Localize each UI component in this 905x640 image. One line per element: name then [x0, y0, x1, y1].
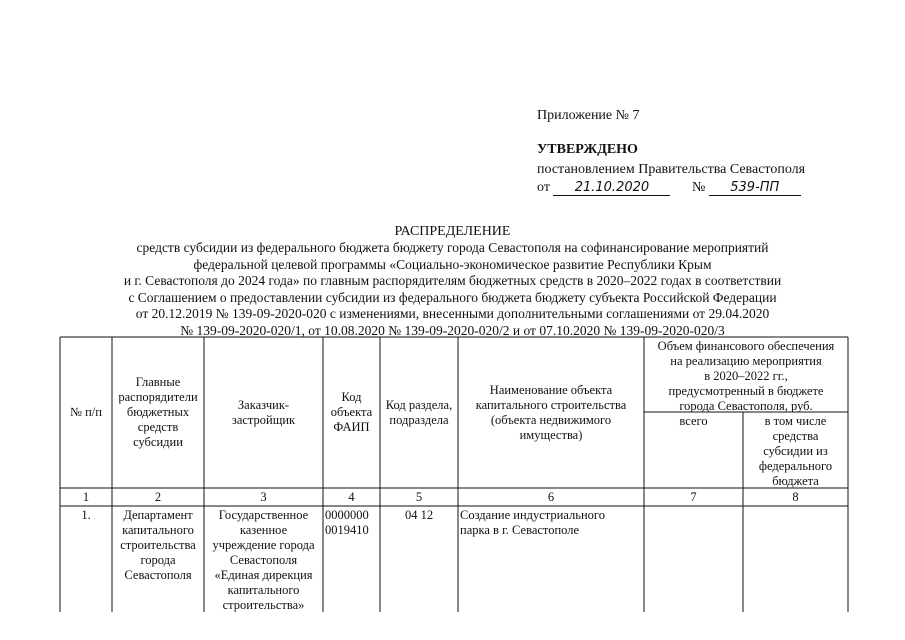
header-distributors-line: средств: [137, 420, 179, 434]
column-number: [646, 490, 741, 505]
header-finance-line: Объем финансового обеспечения: [657, 339, 835, 353]
column-number-line: 5: [415, 490, 423, 504]
column-number-line: 3: [260, 490, 267, 504]
approval-date: 21.10.2020: [553, 180, 670, 196]
header-finance-line: в 2020–2022 гг.,: [704, 369, 788, 383]
header-customer: [206, 398, 321, 428]
row-distributor-line: капитального: [122, 523, 194, 537]
row-distributor-line: Департамент: [123, 508, 193, 522]
header-faip-code-line: объекта: [330, 405, 373, 419]
column-number: [62, 490, 110, 505]
row-customer-line: Севастополя: [229, 553, 298, 567]
column-number: [460, 490, 642, 505]
row-object-name: [460, 508, 642, 538]
from-label: от: [537, 180, 550, 195]
subtitle-line: федеральной целевой программы «Социально-экономическое развитие Республики Крым: [193, 256, 712, 272]
row-object-name-line: Создание индустриального: [460, 508, 605, 522]
row-section-code-line: 04 12: [404, 508, 434, 522]
header-total: [646, 414, 741, 429]
header-federal-line: бюджета: [772, 474, 819, 488]
row-customer-line: строительства»: [222, 598, 305, 612]
row-faip-code-line: 0019410: [325, 523, 369, 537]
document-title: РАСПРЕДЕЛЕНИЕ: [394, 224, 511, 239]
row-faip-code: [325, 508, 378, 538]
header-section-code-line: Код раздела,: [385, 398, 453, 412]
subtitle-line: с Соглашением о предоставлении субсидии из федерального бюджета бюджету субъекта Российской Федерации: [128, 289, 777, 305]
approved-title: УТВЕРЖДЕНО: [537, 142, 638, 157]
row-num-line: 1.: [81, 508, 91, 522]
row-distributor: [114, 508, 202, 583]
header-section-code-line: подраздела: [389, 413, 449, 427]
row-num: [62, 508, 110, 523]
column-number: [745, 490, 846, 505]
header-finance-line: на реализацию мероприятия: [670, 354, 822, 368]
row-section-code: [382, 508, 456, 523]
row-customer-line: казенное: [239, 523, 288, 537]
header-object-name: [460, 383, 642, 443]
header-federal-line: средства: [772, 429, 819, 443]
column-number-line: 4: [348, 490, 355, 504]
header-num-line: № п/п: [70, 405, 102, 419]
header-federal: [745, 414, 846, 489]
header-distributors-line: бюджетных: [126, 405, 190, 419]
column-number-line: 1: [82, 490, 90, 504]
column-number: [325, 490, 378, 505]
subtitle-line: № 139-09-2020-020/1, от 10.08.2020 № 139-09-2020-020/2 и от 07.10.2020 № 139-09-2020-020/3: [180, 322, 725, 338]
row-customer-line: капитального: [227, 583, 300, 597]
header-distributors: [114, 375, 202, 450]
header-object-name-line: (объекта недвижимого: [490, 413, 612, 427]
row-distributor-line: строительства: [120, 538, 196, 552]
header-finance-line: предусмотренный в бюджете: [668, 384, 824, 398]
header-num: [62, 405, 110, 420]
header-customer-line: застройщик: [231, 413, 296, 427]
column-number: [206, 490, 321, 505]
row-customer: [206, 508, 321, 613]
row-customer-line: учреждение города: [212, 538, 315, 552]
column-number-line: 7: [690, 490, 697, 504]
row-faip-code-line: 0000000: [325, 508, 369, 522]
subtitle-line: от 20.12.2019 № 139-09-2020-020 с изменениями, внесенными дополнительными соглашениями от 29.04.2020: [135, 306, 770, 321]
row-customer-line: Государственное: [218, 508, 309, 522]
header-faip-code: [325, 390, 378, 435]
approval-number: 539-ПП: [709, 180, 801, 196]
row-object-name-line: парка в г. Севастополе: [460, 523, 580, 537]
approved-by: постановлением Правительства Севастополя: [537, 162, 806, 177]
header-object-name-line: имущества): [519, 428, 583, 442]
document-subtitle: [40, 240, 865, 339]
header-finance-line: города Севастополя, руб.: [679, 399, 813, 413]
column-number-line: 6: [547, 490, 555, 504]
appendix-label: Приложение № 7: [537, 108, 640, 123]
subtitle-line: средств субсидии из федерального бюджета бюджету города Севастополя на софинансирование мероприятий: [136, 240, 769, 255]
row-customer-line: «Единая дирекция: [214, 568, 313, 582]
header-customer-line: Заказчик-: [237, 398, 290, 412]
row-distributor-line: Севастополя: [124, 568, 192, 582]
approval-date-line: [537, 180, 801, 196]
header-distributors-line: распорядители: [118, 390, 198, 404]
header-faip-code-line: Код: [341, 390, 362, 404]
subtitle-line: и г. Севастополя до 2024 года» по главным распорядителям бюджетных средств в 2020–2022 годах в соответствии: [123, 273, 782, 288]
header-federal-line: субсидии из: [763, 444, 828, 458]
header-finance: [646, 339, 846, 414]
header-total-line: всего: [679, 414, 708, 428]
row-distributor-line: города: [140, 553, 176, 567]
column-number: [382, 490, 456, 505]
header-object-name-line: Наименование объекта: [489, 383, 613, 397]
column-number: [114, 490, 202, 505]
header-federal-line: в том числе: [764, 414, 827, 428]
header-distributors-line: субсидии: [133, 435, 183, 449]
number-label: №: [691, 180, 706, 195]
header-distributors-line: Главные: [135, 375, 181, 389]
header-object-name-line: капитального строительства: [475, 398, 627, 412]
column-number-line: 8: [792, 490, 799, 504]
header-faip-code-line: ФАИП: [333, 420, 370, 434]
header-section-code: [382, 398, 456, 428]
column-number-line: 2: [154, 490, 162, 504]
header-federal-line: федерального: [758, 459, 833, 473]
